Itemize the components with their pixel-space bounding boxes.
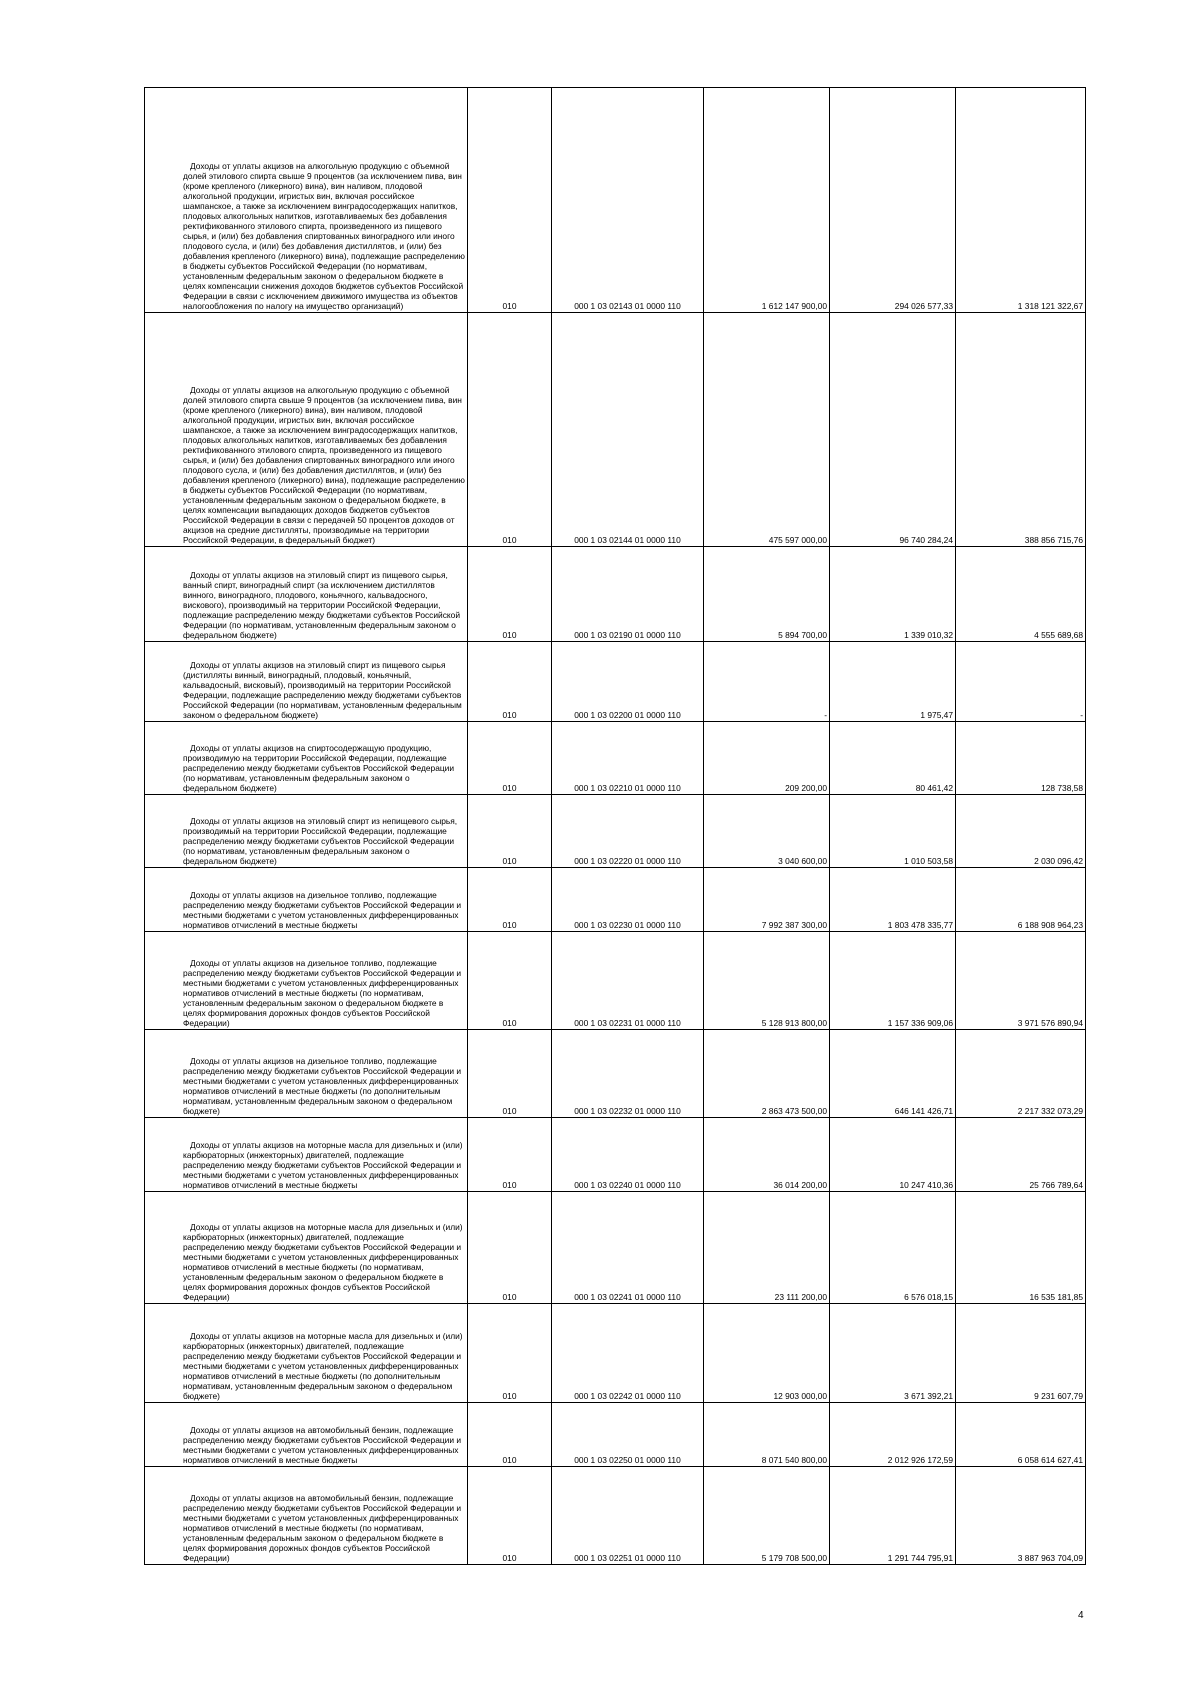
row-unexecuted: 4 555 689,68 (956, 547, 1086, 642)
row-executed: 80 461,42 (830, 722, 956, 795)
row-line-code: 010 (468, 1192, 552, 1304)
row-approved: 3 040 600,00 (704, 795, 830, 868)
row-executed: 6 576 018,15 (830, 1192, 956, 1304)
row-budget-code: 000 1 03 02144 01 0000 110 (552, 313, 704, 547)
table-row (145, 313, 1086, 547)
table-row (145, 642, 1086, 722)
table-row (145, 1467, 1086, 1565)
row-line-code: 010 (468, 722, 552, 795)
table-row (145, 868, 1086, 932)
row-unexecuted: 128 738,58 (956, 722, 1086, 795)
row-approved: 5 179 708 500,00 (704, 1467, 830, 1565)
row-approved: - (704, 642, 830, 722)
row-budget-code: 000 1 03 02232 01 0000 110 (552, 1030, 704, 1118)
row-line-code: 010 (468, 547, 552, 642)
row-budget-code: 000 1 03 02230 01 0000 110 (552, 868, 704, 932)
row-approved: 209 200,00 (704, 722, 830, 795)
row-description: Доходы от уплаты акцизов на этиловый спирт из непищевого сырья, производимый на территории Российской Федерации, подлежащие распределению между бюджетами субъектов Российской Федерации (по нормативам, установленным федеральным законом о федеральном бюджете) (145, 795, 468, 868)
row-unexecuted: 2 217 332 073,29 (956, 1030, 1086, 1118)
row-approved: 12 903 000,00 (704, 1304, 830, 1403)
row-line-code: 010 (468, 1304, 552, 1403)
row-description: Доходы от уплаты акцизов на моторные масла для дизельных и (или) карбюраторных (инжекторных) двигателей, подлежащие распределению между бюджетами субъектов Российской Федерации и местными бюджетами с учетом установленных дифференцированных нормативов отчислений в местные бюджеты (по дополнительным нормативам, установленным федеральным законом о федеральном бюджете) (145, 1304, 468, 1403)
row-unexecuted: 6 058 614 627,41 (956, 1403, 1086, 1467)
row-budget-code: 000 1 03 02250 01 0000 110 (552, 1403, 704, 1467)
row-budget-code: 000 1 03 02220 01 0000 110 (552, 795, 704, 868)
row-executed: 1 339 010,32 (830, 547, 956, 642)
row-unexecuted: 3 971 576 890,94 (956, 932, 1086, 1030)
row-unexecuted: 25 766 789,64 (956, 1118, 1086, 1192)
row-description: Доходы от уплаты акцизов на автомобильный бензин, подлежащие распределению между бюджетами субъектов Российской Федерации и местными бюджетами с учетом установленных дифференцированных нормативов отчислений в местные бюджеты (по нормативам, установленным федеральным законом о федеральном бюджете в целях формирования дорожных фондов субъектов Российской Федерации) (145, 1467, 468, 1565)
row-approved: 2 863 473 500,00 (704, 1030, 830, 1118)
table-row (145, 88, 1086, 313)
row-unexecuted: 6 188 908 964,23 (956, 868, 1086, 932)
table-row (145, 547, 1086, 642)
row-description: Доходы от уплаты акцизов на дизельное топливо, подлежащие распределению между бюджетами субъектов Российской Федерации и местными бюджетами с учетом установленных дифференцированных нормативов отчислений в местные бюджеты (по дополнительным нормативам, установленным федеральным законом о федеральном бюджете) (145, 1030, 468, 1118)
row-unexecuted: 3 887 963 704,09 (956, 1467, 1086, 1565)
row-executed: 1 975,47 (830, 642, 956, 722)
row-budget-code: 000 1 03 02251 01 0000 110 (552, 1467, 704, 1565)
table-row (145, 1304, 1086, 1403)
row-executed: 3 671 392,21 (830, 1304, 956, 1403)
row-budget-code: 000 1 03 02190 01 0000 110 (552, 547, 704, 642)
table-row (145, 932, 1086, 1030)
row-unexecuted: - (956, 642, 1086, 722)
row-approved: 7 992 387 300,00 (704, 868, 830, 932)
row-budget-code: 000 1 03 02143 01 0000 110 (552, 88, 704, 313)
row-line-code: 010 (468, 795, 552, 868)
row-description: Доходы от уплаты акцизов на этиловый спирт из пищевого сырья (дистилляты винный, виноградный, плодовый, коньячный, кальвадосный, висковый), производимый на территории Российской Федерации, подлежащие распределению между бюджетами субъектов Российской Федерации (по нормативам, установленным федеральным законом о федеральном бюджете) (145, 642, 468, 722)
row-description: Доходы от уплаты акцизов на этиловый спирт из пищевого сырья, ванный спирт, виноградный спирт (за исключением дистиллятов винного, виноградного, плодового, коньячного, кальвадосного, вискового), производимый на территории Российской Федерации, подлежащие распределению между бюджетами субъектов Российской Федерации (по нормативам, установленным федеральным законом о федеральном бюджете) (145, 547, 468, 642)
row-executed: 1 803 478 335,77 (830, 868, 956, 932)
row-approved: 475 597 000,00 (704, 313, 830, 547)
row-executed: 646 141 426,71 (830, 1030, 956, 1118)
row-unexecuted: 2 030 096,42 (956, 795, 1086, 868)
row-approved: 36 014 200,00 (704, 1118, 830, 1192)
row-line-code: 010 (468, 642, 552, 722)
row-executed: 10 247 410,36 (830, 1118, 956, 1192)
row-line-code: 010 (468, 313, 552, 547)
row-budget-code: 000 1 03 02200 01 0000 110 (552, 642, 704, 722)
row-executed: 1 157 336 909,06 (830, 932, 956, 1030)
row-approved: 1 612 147 900,00 (704, 88, 830, 313)
row-description: Доходы от уплаты акцизов на алкогольную продукцию с объемной долей этилового спирта свыше 9 процентов (за исключением пива, вин (кроме крепленого (ликерного) вина), вин наливом, плодовой алкогольной продукции, игристых вин, включая российское шампанское, а также за исключением винградосодержащих напитков, плодовых алкогольных напитков, изготавливаемых без добавления ректификованного этилового спирта, произведенного из пищевого сырья, и (или) без добавления спиртованных виноградного или иного плодового сусла, и (или) без добавления дистиллятов, и (или) без добавления крепленого (ликерного) вина), подлежащие распределению в бюджеты субъектов Российской Федерации (по нормативам, установленным федеральным законом о федеральном бюджете, в целях компенсации выпадающих доходов бюджетов субъектов Российской Федерации в связи с передачей 50 процентов доходов от акцизов на средние дистилляты, производимые на территории Российской Федерации, в федеральный бюджет) (145, 313, 468, 547)
row-executed: 294 026 577,33 (830, 88, 956, 313)
row-description: Доходы от уплаты акцизов на дизельное топливо, подлежащие распределению между бюджетами субъектов Российской Федерации и местными бюджетами с учетом установленных дифференцированных нормативов отчислений в местные бюджеты (по нормативам, установленным федеральным законом о федеральном бюджете в целях формирования дорожных фондов субъектов Российской Федерации) (145, 932, 468, 1030)
row-budget-code: 000 1 03 02231 01 0000 110 (552, 932, 704, 1030)
row-budget-code: 000 1 03 02210 01 0000 110 (552, 722, 704, 795)
row-executed: 2 012 926 172,59 (830, 1403, 956, 1467)
row-description: Доходы от уплаты акцизов на моторные масла для дизельных и (или) карбюраторных (инжекторных) двигателей, подлежащие распределению между бюджетами субъектов Российской Федерации и местными бюджетами с учетом установленных дифференцированных нормативов отчислений в местные бюджеты (по нормативам, установленным федеральным законом о федеральном бюджете в целях формирования дорожных фондов субъектов Российской Федерации) (145, 1192, 468, 1304)
row-budget-code: 000 1 03 02242 01 0000 110 (552, 1304, 704, 1403)
row-description: Доходы от уплаты акцизов на алкогольную продукцию с объемной долей этилового спирта свыше 9 процентов (за исключением пива, вин (кроме крепленого (ликерного) вина), вин наливом, плодовой алкогольной продукции, игристых вин, включая российское шампанское, а также за исключением винградосодержащих напитков, плодовых алкогольных напитков, изготавливаемых без добавления ректификованного этилового спирта, произведенного из пищевого сырья, и (или) без добавления спиртованных виноградного или иного плодового сусла, и (или) без добавления дистиллятов, и (или) без добавления крепленого (ликерного) вина), подлежащие распределению в бюджеты субъектов Российской Федерации (по нормативам, установленным федеральным законом о федеральном бюджете в целях компенсации снижения доходов бюджетов субъектов Российской Федерации в связи с исключением движимого имущества из объектов налогообложения по налогу на имущество организаций) (145, 88, 468, 313)
row-executed: 1 291 744 795,91 (830, 1467, 956, 1565)
row-budget-code: 000 1 03 02240 01 0000 110 (552, 1118, 704, 1192)
row-unexecuted: 1 318 121 322,67 (956, 88, 1086, 313)
row-line-code: 010 (468, 1118, 552, 1192)
row-line-code: 010 (468, 1403, 552, 1467)
page-number: 4 (1078, 1610, 1084, 1621)
row-description: Доходы от уплаты акцизов на дизельное топливо, подлежащие распределению между бюджетами субъектов Российской Федерации и местными бюджетами с учетом установленных дифференцированных нормативов отчислений в местные бюджеты (145, 868, 468, 932)
row-executed: 1 010 503,58 (830, 795, 956, 868)
row-description: Доходы от уплаты акцизов на спиртосодержащую продукцию, производимую на территории Российской Федерации, подлежащие распределению между бюджетами субъектов Российской Федерации (по нормативам, установленным федеральным законом о федеральном бюджете) (145, 722, 468, 795)
row-line-code: 010 (468, 88, 552, 313)
row-unexecuted: 388 856 715,76 (956, 313, 1086, 547)
table-row (145, 795, 1086, 868)
table-row (145, 1118, 1086, 1192)
row-executed: 96 740 284,24 (830, 313, 956, 547)
table-row (145, 722, 1086, 795)
row-description: Доходы от уплаты акцизов на моторные масла для дизельных и (или) карбюраторных (инжекторных) двигателей, подлежащие распределению между бюджетами субъектов Российской Федерации и местными бюджетами с учетом установленных дифференцированных нормативов отчислений в местные бюджеты (145, 1118, 468, 1192)
row-budget-code: 000 1 03 02241 01 0000 110 (552, 1192, 704, 1304)
row-line-code: 010 (468, 868, 552, 932)
row-approved: 5 128 913 800,00 (704, 932, 830, 1030)
row-description: Доходы от уплаты акцизов на автомобильный бензин, подлежащие распределению между бюджетами субъектов Российской Федерации и местными бюджетами с учетом установленных дифференцированных нормативов отчислений в местные бюджеты (145, 1403, 468, 1467)
row-line-code: 010 (468, 932, 552, 1030)
row-approved: 5 894 700,00 (704, 547, 830, 642)
table-row (145, 1030, 1086, 1118)
row-unexecuted: 9 231 607,79 (956, 1304, 1086, 1403)
row-approved: 8 071 540 800,00 (704, 1403, 830, 1467)
row-line-code: 010 (468, 1030, 552, 1118)
table-row (145, 1192, 1086, 1304)
row-approved: 23 111 200,00 (704, 1192, 830, 1304)
table-row (145, 1403, 1086, 1467)
row-unexecuted: 16 535 181,85 (956, 1192, 1086, 1304)
row-line-code: 010 (468, 1467, 552, 1565)
report-table (144, 87, 1086, 1565)
